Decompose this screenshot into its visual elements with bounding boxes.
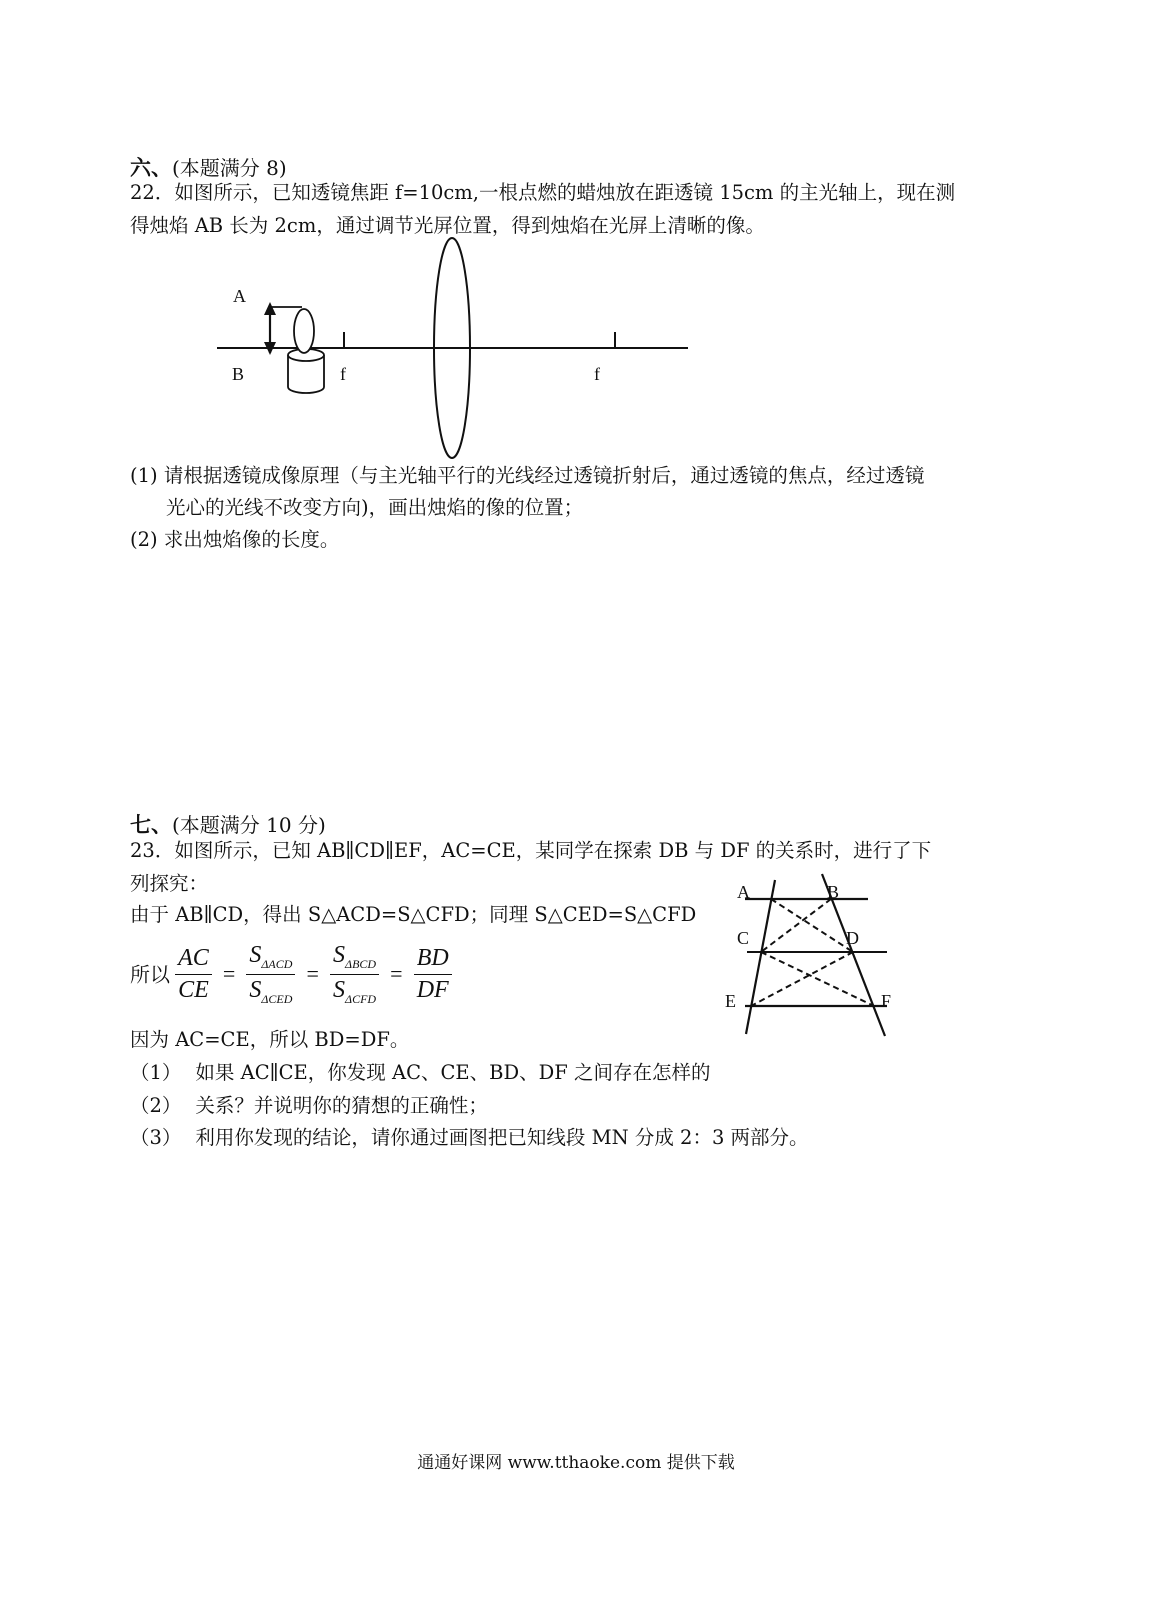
label-c: C xyxy=(737,928,750,948)
parallel-lines-diagram xyxy=(725,868,925,1048)
item-number: （3） xyxy=(130,1126,182,1149)
fraction-denominator: S xyxy=(249,976,262,1003)
page-footer: 通通好课网 www.tthaoke.com 提供下载 xyxy=(417,1453,735,1473)
item-text: 如果 AC∥CE，你发现 AC、CE、BD、DF 之间存在怎样的 xyxy=(195,1061,711,1084)
item-number: （2） xyxy=(130,1094,182,1117)
question-22-sub-2: (2) 求出烛焰像的长度。 xyxy=(130,528,340,551)
subscript: ΔCED xyxy=(261,991,293,1006)
section-7-number: 七、 xyxy=(130,812,172,837)
fraction-area-acd-ced xyxy=(246,942,295,1007)
item-text: 利用你发现的结论，请你通过画图把已知线段 MN 分成 2：3 两部分。 xyxy=(195,1126,809,1149)
ratio-formula xyxy=(130,942,452,1007)
candle-flame xyxy=(294,309,314,353)
label-f-right: f xyxy=(594,364,600,384)
question-23-conclusion: 因为 AC=CE，所以 BD=DF。 xyxy=(130,1028,410,1051)
question-23-line-2: 列探究： xyxy=(130,872,209,895)
label-a: A xyxy=(737,882,750,902)
fraction-denominator: S xyxy=(333,976,346,1003)
arrow-head-top-icon xyxy=(264,302,276,315)
dashed-de xyxy=(751,952,853,1006)
equals-sign: = xyxy=(390,961,403,987)
equals-sign: = xyxy=(306,961,319,987)
fraction-ac-ce xyxy=(175,945,212,1004)
section-7-score: (本题满分 10 分) xyxy=(172,813,326,837)
dashed-bc xyxy=(761,899,831,952)
so-label: 所以 xyxy=(130,962,170,987)
section-6-number: 六、 xyxy=(130,155,172,180)
question-23-item-3 xyxy=(130,1128,809,1148)
label-f: F xyxy=(881,991,892,1011)
equals-sign: = xyxy=(222,961,236,987)
question-22-sub-1-line-2: 光心的光线不改变方向)，画出烛焰的像的位置； xyxy=(166,496,584,519)
label-b: B xyxy=(232,364,245,384)
subscript: ΔACD xyxy=(261,956,293,971)
fraction-numerator: BD xyxy=(414,945,452,975)
label-a: A xyxy=(233,286,246,306)
lens-diagram xyxy=(200,235,710,465)
label-f-left: f xyxy=(340,364,346,384)
question-23-line-1: 23．如图所示，已知 AB∥CD∥EF，AC=CE，某同学在探索 DB 与 DF 的关系时，进行了下 xyxy=(130,839,932,862)
label-b: B xyxy=(827,882,840,902)
fraction-numerator: S xyxy=(249,942,262,968)
label-d: D xyxy=(846,928,859,948)
subscript: ΔBCD xyxy=(345,956,377,971)
section-6-title xyxy=(130,152,287,182)
question-22-sub-1-line-1: (1) 请根据透镜成像原理（与主光轴平行的光线经过透镜折射后，通过透镜的焦点，经过透镜 xyxy=(130,464,925,487)
fraction-denominator: DF xyxy=(416,976,449,1003)
section-6-score: (本题满分 8) xyxy=(172,156,287,180)
fraction-numerator: S xyxy=(333,942,346,968)
section-7-title xyxy=(130,809,326,839)
fraction-area-bcd-cfd xyxy=(330,942,379,1007)
dashed-cf xyxy=(761,952,874,1006)
label-e: E xyxy=(725,991,736,1011)
fraction-numerator: AC xyxy=(175,945,212,975)
item-text: 关系？并说明你的猜想的正确性； xyxy=(195,1094,488,1117)
item-number: （1） xyxy=(130,1061,182,1084)
fraction-denominator: CE xyxy=(178,976,209,1003)
question-23-item-1 xyxy=(130,1063,710,1083)
question-22-line-2: 得烛焰 AB 长为 2cm，通过调节光屏位置，得到烛焰在光屏上清晰的像。 xyxy=(130,214,765,237)
question-23-item-2 xyxy=(130,1096,488,1116)
fraction-bd-df xyxy=(414,945,452,1004)
question-22-line-1: 22．如图所示，已知透镜焦距 f=10cm,一根点燃的蜡烛放在距透镜 15cm 的主光轴上，现在测 xyxy=(130,181,956,204)
dashed-ad xyxy=(771,899,853,952)
subscript: ΔCFD xyxy=(345,991,377,1006)
question-23-line-3: 由于 AB∥CD，得出 S△ACD=S△CFD；同理 S△CED=S△CFD xyxy=(130,903,697,926)
